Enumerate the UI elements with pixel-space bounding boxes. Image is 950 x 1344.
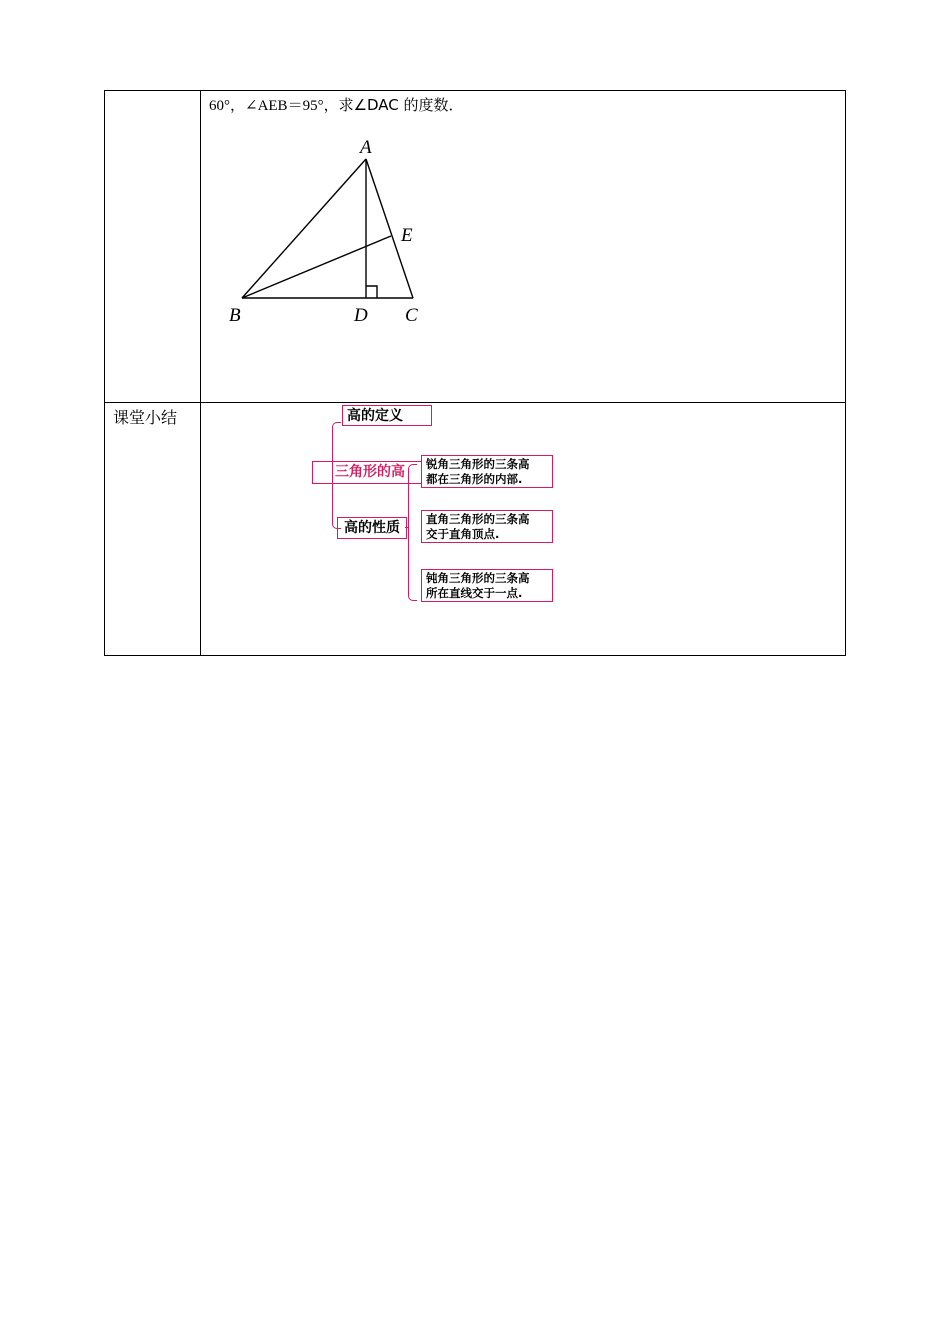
properties-connector <box>405 527 409 528</box>
summary-content-cell <box>201 402 846 655</box>
problem-row <box>105 91 846 403</box>
summary-row <box>105 402 846 655</box>
root-brace <box>332 422 341 529</box>
label-d: D <box>354 305 368 326</box>
label-e: E <box>401 225 413 246</box>
obtuse-triangle-box: 钝角三角形的三条高 所在直线交于一点. <box>421 569 553 602</box>
lesson-table <box>104 90 846 656</box>
triangle-figure <box>221 133 441 333</box>
right-angle-mark <box>366 286 377 298</box>
mind-map <box>201 403 845 655</box>
side-ab <box>242 159 366 298</box>
problem-label-cell <box>105 91 201 403</box>
summary-label-cell <box>105 402 201 655</box>
root-box: 三角形的高 <box>312 461 428 484</box>
label-c: C <box>405 305 418 326</box>
summary-label: 课堂小结 <box>113 407 178 427</box>
right-triangle-box: 直角三角形的三条高 交于直角顶点. <box>421 510 553 543</box>
label-a: A <box>360 137 372 158</box>
problem-content-cell <box>201 91 846 403</box>
definition-box: 高的定义 <box>342 405 432 426</box>
problem-statement: 60°，∠AEB＝95°，求∠DAC 的度数． <box>209 96 464 114</box>
acute-triangle-box: 锐角三角形的三条高 都在三角形的内部. <box>421 455 553 488</box>
properties-box: 高的性质 <box>337 517 407 539</box>
label-b: B <box>229 305 241 326</box>
properties-brace <box>408 464 417 601</box>
segment-be <box>242 236 391 298</box>
